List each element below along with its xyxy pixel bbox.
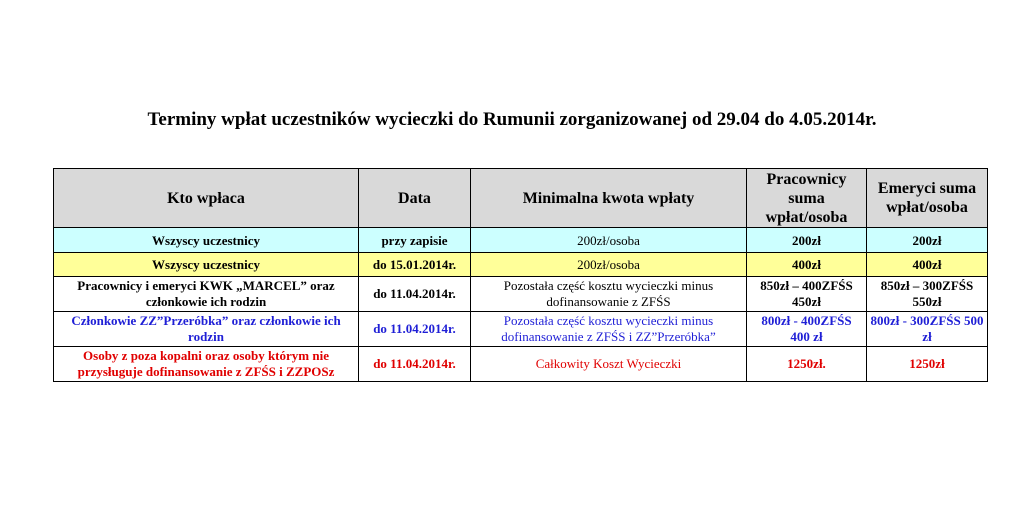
header-who: Kto wpłaca [54, 169, 359, 228]
header-workers-total: Pracownicy suma wpłat/osoba [747, 169, 867, 228]
cell-retirees-total: 200zł [867, 228, 988, 253]
cell-who: Pracownicy i emeryci KWK „MARCEL” oraz członkowie ich rodzin [54, 277, 359, 312]
cell-min-amount: 200zł/osoba [471, 253, 747, 277]
cell-date: do 11.04.2014r. [359, 277, 471, 312]
cell-min-amount: Całkowity Koszt Wycieczki [471, 347, 747, 382]
header-retirees-total: Emeryci suma wpłat/osoba [867, 169, 988, 228]
table-row [54, 347, 988, 382]
cell-who: Członkowie ZZ”Przeróbka” oraz członkowie ich rodzin [54, 312, 359, 347]
cell-who: Wszyscy uczestnicy [54, 228, 359, 253]
header-min-amount: Minimalna kwota wpłaty [471, 169, 747, 228]
cell-retirees-total: 400zł [867, 253, 988, 277]
cell-workers-total: 1250zł. [747, 347, 867, 382]
cell-who: Wszyscy uczestnicy [54, 253, 359, 277]
cell-date: przy zapisie [359, 228, 471, 253]
cell-retirees-total: 850zł – 300ZFŚS 550zł [867, 277, 988, 312]
cell-workers-total: 400zł [747, 253, 867, 277]
cell-workers-total: 800zł - 400ZFŚS 400 zł [747, 312, 867, 347]
cell-date: do 11.04.2014r. [359, 347, 471, 382]
page-title: Terminy wpłat uczestników wycieczki do Rumunii zorganizowanej od 29.04 do 4.05.2014r. [147, 109, 877, 130]
cell-min-amount: Pozostała część kosztu wycieczki minus dofinansowanie z ZFŚS i ZZ”Przeróbka” [471, 312, 747, 347]
cell-date: do 11.04.2014r. [359, 312, 471, 347]
header-date: Data [359, 169, 471, 228]
cell-min-amount: Pozostała część kosztu wycieczki minus dofinansowanie z ZFŚS [471, 277, 747, 312]
cell-workers-total: 200zł [747, 228, 867, 253]
table-row [54, 228, 988, 253]
table-row [54, 312, 988, 347]
table-header-row [54, 169, 988, 228]
cell-min-amount: 200zł/osoba [471, 228, 747, 253]
table-row [54, 253, 988, 277]
cell-retirees-total: 800zł - 300ZFŚS 500 zł [867, 312, 988, 347]
cell-who: Osoby z poza kopalni oraz osoby którym nie przysługuje dofinansowanie z ZFŚS i ZZPOSz [54, 347, 359, 382]
table-row [54, 277, 988, 312]
payment-schedule-table [53, 168, 988, 382]
cell-date: do 15.01.2014r. [359, 253, 471, 277]
cell-workers-total: 850zł – 400ZFŚS 450zł [747, 277, 867, 312]
cell-retirees-total: 1250zł [867, 347, 988, 382]
